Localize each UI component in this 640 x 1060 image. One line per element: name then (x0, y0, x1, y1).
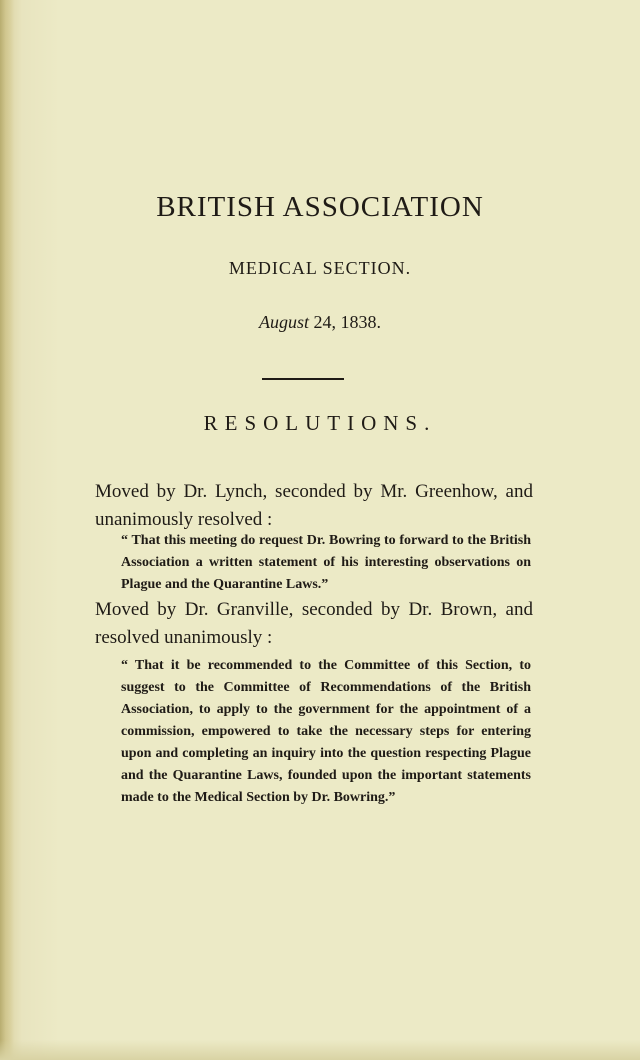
page-spine-shadow (0, 0, 14, 1060)
resolution-2-motion: Moved by Dr. Granville, seconded by Dr. Brown, and resolved unanimously : (95, 599, 533, 648)
resolution-1-text: “ That this meeting do request Dr. Bowring to forward to the British Association a written statement of his interesting observations on Plague and the Quarantine Laws.” (121, 533, 531, 592)
resolution-1-motion: Moved by Dr. Lynch, seconded by Mr. Greenhow, and unanimously resolved : (95, 481, 533, 530)
resolutions-heading: RESOLUTIONS. (203, 411, 437, 435)
date-month-day: August (258, 312, 309, 332)
resolution-2-text: “ That it be recommended to the Committee of this Section, to suggest to the Committee of Recommendations of the British Association, to apply to the government for the appointment of a commission, empowered to take the necessary steps for entering upon and completing an inquiry into the question respecting Plague and the Quarantine Laws, founded upon the important statements made to the Medical Section by Dr. Bowring.” (121, 658, 531, 805)
document-title: BRITISH ASSOCIATION (156, 191, 484, 223)
divider-rule (262, 378, 344, 380)
document-date (0, 313, 640, 331)
date-rest: 24, 1838. (309, 312, 381, 332)
section-title: MEDICAL SECTION. (228, 258, 412, 278)
page-bottom-edge (0, 1040, 640, 1060)
